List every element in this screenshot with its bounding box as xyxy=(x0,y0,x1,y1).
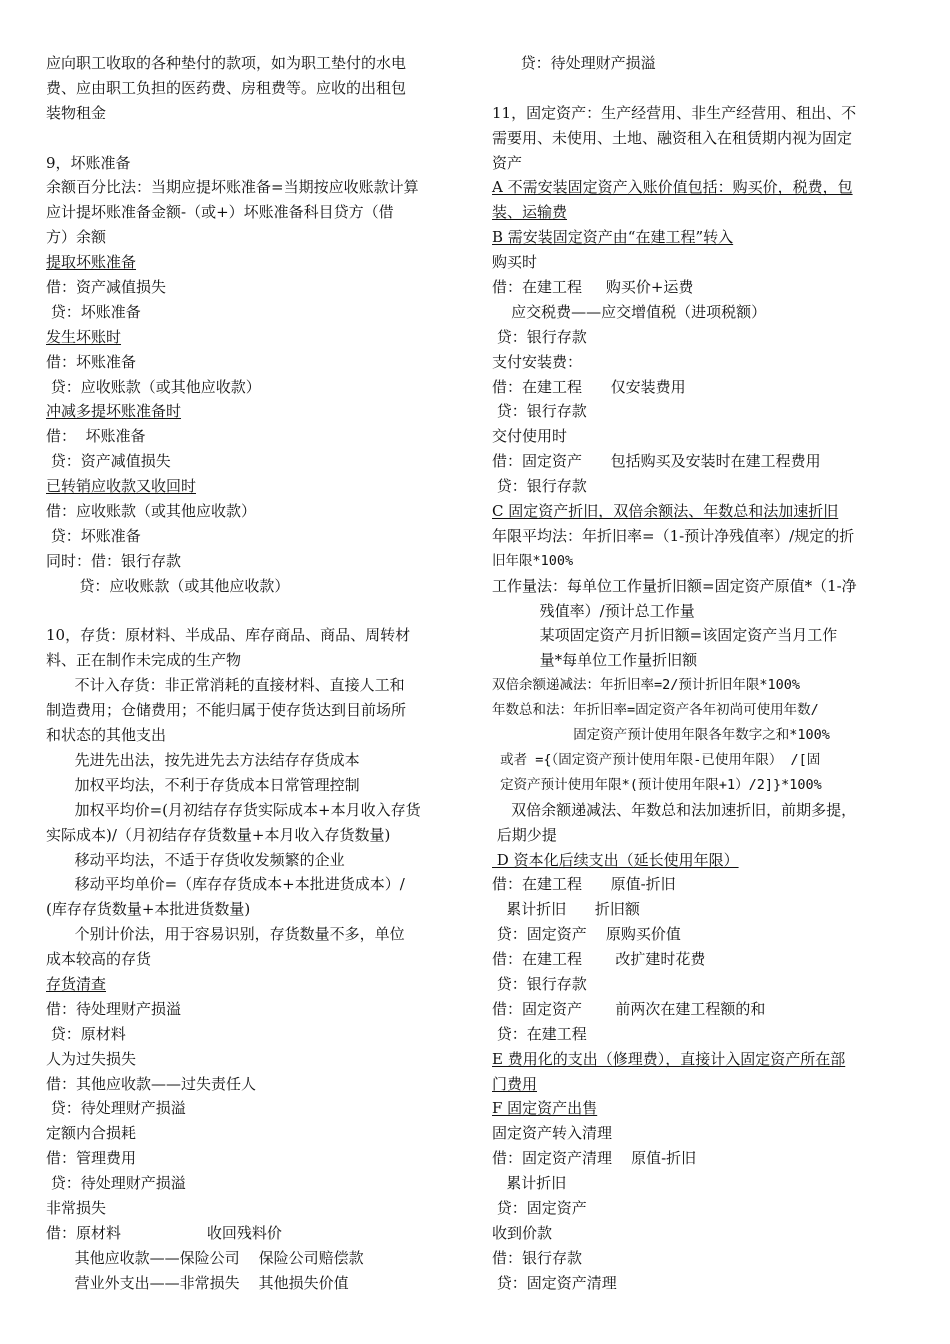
text-line: 借：管理费用 xyxy=(46,1149,137,1168)
section-heading: B 需安装固定资产由“在建工程”转入 xyxy=(492,228,734,247)
section-heading: 门费用 xyxy=(492,1074,538,1093)
text-line: 应交税费——应交增值税（进项税额） xyxy=(492,302,767,321)
text-line: 借：在建工程 原值-折旧 xyxy=(492,875,676,894)
text-line: 贷：资产减值损失 xyxy=(46,452,171,471)
text-line: 贷：固定资产清理 xyxy=(492,1273,617,1292)
text-line: 借：银行存款 xyxy=(492,1248,583,1267)
blank-line xyxy=(492,76,906,101)
text-line: 个别计价法，用于容易识别，存货数量不多，单位 xyxy=(46,925,405,944)
text-line: 同时：借：银行存款 xyxy=(46,551,182,570)
text-line: 贷：坏账准备 xyxy=(46,526,141,545)
text-line: 余额百分比法：当期应提坏账准备=当期按应收账款计算 xyxy=(46,178,419,197)
text-line: 借：坏账准备 xyxy=(46,352,137,371)
text-line: 应计提坏账准备金额-（或+）坏账准备科目贷方（借 xyxy=(46,203,394,222)
text-line: 贷：坏账准备 xyxy=(46,302,141,321)
blank-line xyxy=(46,126,460,151)
text-line: 购买时 xyxy=(492,253,538,272)
section-heading: 装、运输费 xyxy=(492,203,568,222)
section-heading: 发生坏账时 xyxy=(46,327,122,346)
text-line: 方）余额 xyxy=(46,228,107,247)
text-line: 定额内合损耗 xyxy=(46,1124,137,1143)
text-line: 贷：应收账款（或其他应收款） xyxy=(46,576,290,595)
text-line: 和状态的其他支出 xyxy=(46,726,167,745)
blank-line xyxy=(46,599,460,624)
text-line: 工作量法：每单位工作量折旧额=固定资产原值*（1-净 xyxy=(492,576,857,595)
section-heading: A 不需安装固定资产入账价值包括：购买价，税费，包 xyxy=(492,178,853,197)
text-line: 年限平均法：年折旧率=（1-预计净残值率）/规定的折 xyxy=(492,526,855,545)
text-line: 贷：待处理财产损溢 xyxy=(46,1174,186,1193)
text-line: 贷：固定资产 原购买价值 xyxy=(492,925,681,944)
text-line: 贷：银行存款 xyxy=(492,402,587,421)
text-line: 贷：待处理财产损溢 xyxy=(46,1099,186,1118)
text-line: 借：其他应收款——过失责任人 xyxy=(46,1074,257,1093)
text-line: 收到价款 xyxy=(492,1223,553,1242)
text-line: 借：固定资产清理 原值-折旧 xyxy=(492,1149,697,1168)
text-line: 实际成本)/（月初结存存货数量+本月收入存货数量) xyxy=(46,825,391,844)
text-line: 某项固定资产月折旧额=该固定资产当月工作 xyxy=(492,626,838,645)
section-heading: 提取坏账准备 xyxy=(46,253,137,272)
text-line: 残值率）/预计总工作量 xyxy=(492,601,695,620)
text-line: 贷：银行存款 xyxy=(492,327,587,346)
text-line: 贷：原材料 xyxy=(46,1024,126,1043)
text-line: 借：资产减值损失 xyxy=(46,278,167,297)
section-heading: 冲减多提坏账准备时 xyxy=(46,402,182,421)
text-line: 需要用、未使用、土地、融资租入在租赁期内视为固定 xyxy=(492,128,853,147)
text-line: 先进先出法，按先进先去方法结存存货成本 xyxy=(46,750,360,769)
text-line: 非常损失 xyxy=(46,1198,107,1217)
text-line: 11，固定资产：生产经营用、非生产经营用、租出、不 xyxy=(492,103,857,122)
text-line: 定资产预计使用年限*(预计使用年限+1）/2]}*100% xyxy=(492,776,822,793)
text-line: 加权平均法，不利于存货成本日常管理控制 xyxy=(46,775,360,794)
text-line: 累计折旧 xyxy=(492,1174,567,1193)
text-line: 借：原材料 收回残料价 xyxy=(46,1223,282,1242)
text-line: 支付安装费： xyxy=(492,352,583,371)
text-line: 借：应收账款（或其他应收款） xyxy=(46,502,257,521)
text-line: 借：在建工程 购买价+运费 xyxy=(492,278,694,297)
text-line: 其他应收款——保险公司 保险公司赔偿款 xyxy=(46,1248,364,1267)
text-line: 借：在建工程 改扩建时花费 xyxy=(492,950,706,969)
text-line: 贷：应收账款（或其他应收款） xyxy=(46,377,261,396)
section-heading: 已转销应收款又收回时 xyxy=(46,477,197,496)
text-line: 固定资产预计使用年限各年数字之和*100% xyxy=(492,727,830,744)
section-heading: D 资本化后续支出（延长使用年限） xyxy=(492,850,739,869)
left-column xyxy=(46,51,460,1296)
text-line: 9，坏账准备 xyxy=(46,153,131,172)
section-heading: E 费用化的支出（修理费），直接计入固定资产所在部 xyxy=(492,1049,846,1068)
text-line: 贷：在建工程 xyxy=(492,1024,587,1043)
text-line: 后期少提 xyxy=(492,825,557,844)
text-line: 贷：固定资产 xyxy=(492,1198,587,1217)
text-line: 双倍余额递减法：年折旧率=2/预计折旧年限*100% xyxy=(492,677,801,694)
text-line: 借：固定资产 包括购买及安装时在建工程费用 xyxy=(492,452,821,471)
text-line: 应向职工收取的各种垫付的款项，如为职工垫付的水电 xyxy=(46,54,407,72)
text-line: 营业外支出——非常损失 其他损失价值 xyxy=(46,1273,349,1292)
text-line: 旧年限*100% xyxy=(492,552,574,569)
text-line: 量*每单位工作量折旧额 xyxy=(492,651,698,670)
text-line: 借：待处理财产损溢 xyxy=(46,999,182,1018)
text-line: 料、正在制作未完成的生产物 xyxy=(46,651,242,670)
text-line: 贷：银行存款 xyxy=(492,477,587,496)
text-line: (库存存货数量+本批进货数量) xyxy=(46,900,251,919)
text-line: 移动平均单价=（库存存货成本+本批进货成本）/ xyxy=(46,875,405,894)
text-line: 资产 xyxy=(492,153,523,172)
text-line: 双倍余额递减法、年数总和法加速折旧，前期多提， xyxy=(492,800,857,819)
text-line: 成本较高的存货 xyxy=(46,950,152,969)
text-line: 移动平均法，不适于存货收发频繁的企业 xyxy=(46,850,345,869)
section-heading: C 固定资产折旧，双倍余额法、年数总和法加速折旧 xyxy=(492,502,839,521)
text-line: 不计入存货：非正常消耗的直接材料、直接人工和 xyxy=(46,676,405,695)
text-line: 加权平均价=(月初结存存货实际成本+本月收入存货 xyxy=(46,800,421,819)
text-line: 制造费用；仓储费用；不能归属于使存货达到目前场所 xyxy=(46,701,407,720)
text-line: 或者 ={（固定资产预计使用年限-已使用年限） /[固 xyxy=(492,751,821,768)
text-line: 贷：银行存款 xyxy=(492,974,587,993)
text-line: 贷：待处理财产损溢 xyxy=(492,54,656,72)
text-line: 交付使用时 xyxy=(492,427,568,446)
text-line: 固定资产转入清理 xyxy=(492,1124,613,1143)
text-line: 借：在建工程 仅安装费用 xyxy=(492,377,686,396)
text-line: 10，存货：原材料、半成品、库存商品、商品、周转材 xyxy=(46,626,411,645)
text-line: 借： 坏账准备 xyxy=(46,427,146,446)
text-line: 费、应由职工负担的医药费、房租费等。应收的出租包 xyxy=(46,78,407,97)
section-heading: F 固定资产出售 xyxy=(492,1099,598,1118)
right-column xyxy=(492,51,906,1296)
text-line: 累计折旧 折旧额 xyxy=(492,900,640,919)
text-line: 装物租金 xyxy=(46,103,107,122)
section-heading: 存货清查 xyxy=(46,974,107,993)
text-line: 年数总和法：年折旧率=固定资产各年初尚可使用年数/ xyxy=(492,702,819,719)
text-line: 人为过失损失 xyxy=(46,1049,137,1068)
text-line: 借：固定资产 前两次在建工程额的和 xyxy=(492,999,766,1018)
